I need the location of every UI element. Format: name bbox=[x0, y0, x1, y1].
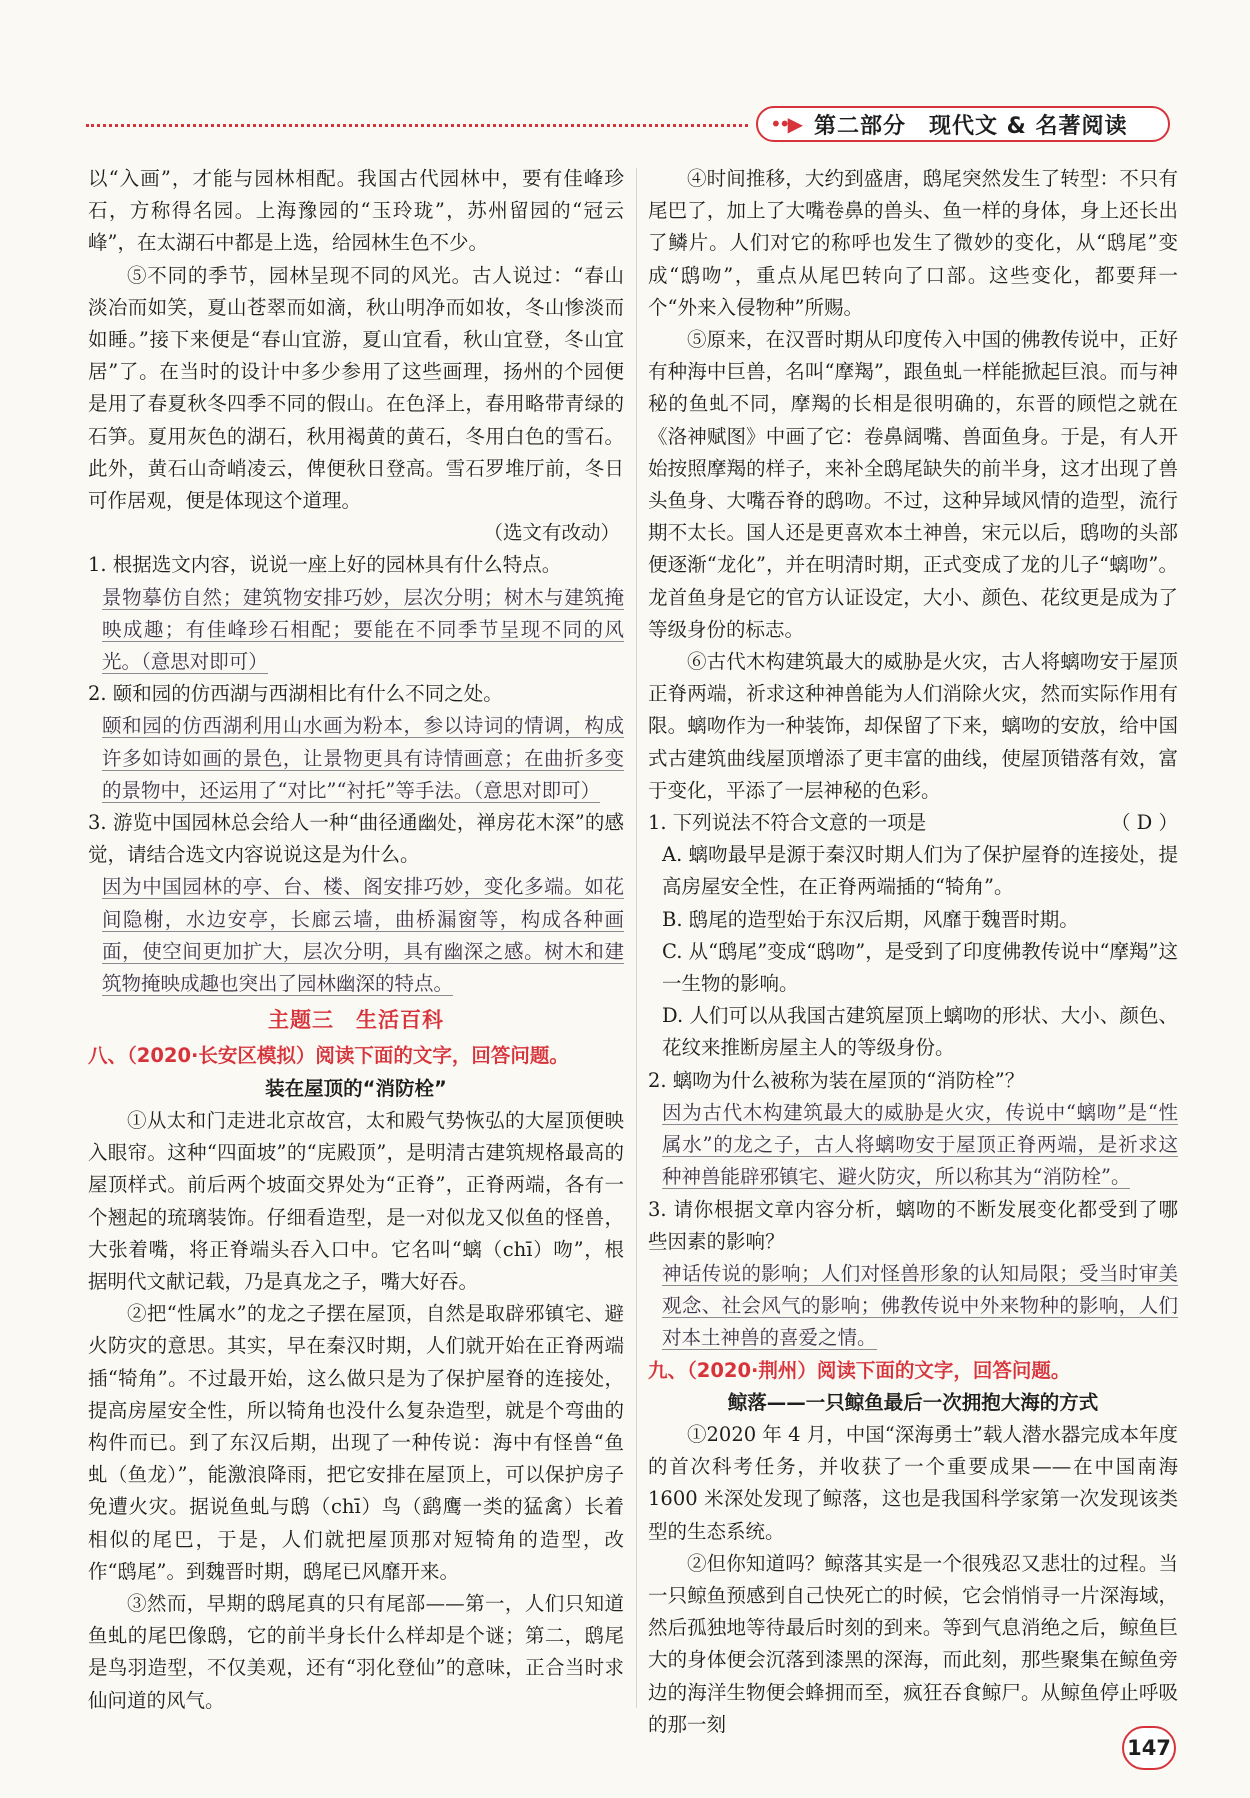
option-d: D. 人们可以从我国古建筑屋顶上螭吻的形状、大小、颜色、花纹来推断房屋主人的等级身份。 bbox=[662, 1004, 1178, 1060]
option-a: A. 螭吻最早是源于秦汉时期人们为了保护屋脊的连接处，提高房屋安全性，在正脊两端插的“犄角”。 bbox=[662, 843, 1178, 899]
section-heading: 八、（2020·长安区模拟）阅读下面的文字，回答问题。 bbox=[88, 1044, 569, 1068]
paragraph: ④时间推移，大约到盛唐，鸱尾突然发生了转型：不只有尾巴了，加上了大嘴卷鼻的兽头、鱼一样的身体，身上还长出了鳞片。人们对它的称呼也发生了微妙的变化，从“鸱尾”变成“鸱吻”，重点从尾巴转向了口部。这些变化，都要拜一个“外来入侵物种”所赐。 bbox=[648, 167, 1178, 319]
answer-choice: （ D ） bbox=[1110, 811, 1178, 835]
paragraph: ②但你知道吗？鲸落其实是一个很残忍又悲壮的过程。当一只鲸鱼预感到自己快死亡的时候，它会悄悄寻一片深海域，然后孤独地等待最后时刻的到来。等到气息消绝之后，鲸鱼巨大的身体便会沉落到漆黑的深海，而此刻，那些聚集在鲸鱼旁边的海洋生物便会蜂拥而至，疯狂吞食鲸尸。从鲸鱼停止呼吸的那一刻 bbox=[648, 1551, 1178, 1736]
option-b: B. 鸱尾的造型始于东汉后期，风靡于魏晋时期。 bbox=[662, 907, 1079, 931]
answer bbox=[88, 582, 624, 679]
answer-text: 景物摹仿自然；建筑物安排巧妙，层次分明；树木与建筑掩映成趣；有佳峰珍石相配；要能在不同季节呈现不同的风光。（意思对即可） bbox=[102, 585, 624, 674]
header-title: 第二部分 现代文 & 名著阅读 bbox=[813, 113, 1128, 139]
paragraph: ②把“性属水”的龙之子摆在屋顶，自然是取辟邪镇宅、避火防灾的意思。其实，早在秦汉时期，人们就开始在正脊两端插“犄角”。不过最开始，这么做只是为了保护屋脊的连接处，提高房屋安全性，所以犄角也没什么复杂造型，就是个弯曲的构件而已。到了东汉后期，出现了一种传说：海中有怪兽“鱼虬（鱼龙）”，能激浪降雨，把它安排在屋顶上，可以保护房子免遭火灾。据说鱼虬与鸱（chī）鸟（鹞鹰一类的猛禽）长着相似的尾巴，于是，人们就把屋顶那对短犄角的造型，改作“鸱尾”。到魏晋时期，鸱尾已风靡开来。 bbox=[88, 1302, 624, 1583]
answer bbox=[88, 871, 624, 1000]
question: 2. 螭吻为什么被称为装在屋顶的“消防栓”？ bbox=[648, 1068, 1025, 1092]
question: 3. 请你根据文章内容分析，螭吻的不断发展变化都受到了哪些因素的影响？ bbox=[648, 1197, 1178, 1253]
paragraph: ①从太和门走进北京故宫，太和殿气势恢弘的大屋顶便映入眼帘。这种“四面坡”的“庑殿顶”，是明清古建筑规格最高的屋顶样式。前后两个坡面交界处为“正脊”，正脊两端，各有一个翘起的琉璃装饰。仔细看造型，是一对似龙又似鱼的怪兽，大张着嘴，将正脊端头吞入口中。它名叫“螭（chī）吻”，根据明代文献记载，乃是真龙之子，嘴大好吞。 bbox=[88, 1108, 624, 1293]
question bbox=[648, 807, 1178, 839]
question-text: 1. 下列说法不符合文意的一项是 bbox=[648, 811, 927, 835]
section-heading: 九、（2020·荆州）阅读下面的文字，回答问题。 bbox=[648, 1358, 1071, 1382]
option-c: C. 从“鸱尾”变成“鸱吻”，是受到了印度佛教传说中“摩羯”这一生物的影响。 bbox=[662, 939, 1178, 996]
arrow-icon: ••▶ bbox=[770, 112, 800, 136]
question: 3. 游览中国园林总会给人一种“曲径通幽处，禅房花木深”的感觉，请结合选文内容说说这是为什么。 bbox=[88, 811, 624, 867]
paragraph: ⑤不同的季节，园林呈现不同的风光。古人说过：“春山淡冶而如笑，夏山苍翠而如滴，秋山明净而如妆，冬山惨淡而如睡。”接下来便是“春山宜游，夏山宜看，秋山宜登，冬山宜居”了。在当时的设计中多少参用了这些画理，扬州的个园便是用了春夏秋冬四季不同的假山。在色泽上，春用略带青绿的石笋。夏用灰色的湖石，秋用褐黄的黄石，冬用白色的雪石。此外，黄石山奇峭凌云，俾便秋日登高。雪石罗堆厅前，冬日可作居观，便是体现这个道理。 bbox=[88, 263, 624, 513]
paragraph: ③然而，早期的鸱尾真的只有尾部——第一，人们只知道鱼虬的尾巴像鸱，它的前半身长什么样却是个谜；第二，鸱尾是鸟羽造型，不仅美观，还有“羽化登仙”的意味，正合当时求仙问道的风气。 bbox=[88, 1591, 624, 1712]
right-column bbox=[648, 163, 1178, 1741]
source-note: （选文有改动） bbox=[483, 521, 620, 545]
answer bbox=[648, 1258, 1178, 1355]
question: 2. 颐和园的仿西湖与西湖相比有什么不同之处。 bbox=[88, 682, 503, 706]
column-divider bbox=[636, 168, 637, 1708]
paragraph: ⑥古代木构建筑最大的威胁是火灾，古人将螭吻安于屋顶正脊两端，祈求这种神兽能为人们消除火灾，然而实际作用有限。螭吻作为一种装饰，却保留了下来，螭吻的安放，给中国式古建筑曲线屋顶增添了更丰富的曲线，使屋顶错落有效，富于变化，平添了一层神秘的色彩。 bbox=[648, 650, 1178, 802]
paragraph: ⑤原来，在汉晋时期从印度传入中国的佛教传说中，正好有种海中巨兽，名叫“摩羯”，跟鱼虬一样能掀起巨浪。而与神秘的鱼虬不同，摩羯的长相是很明确的，东晋的顾恺之就在《洛神赋图》中画了它：卷鼻阔嘴、兽面鱼身。于是，有人开始按照摩羯的样子，来补全鸱尾缺失的前半身，这才出现了兽头鱼身、大嘴吞脊的鸱吻。不过，这种异域风情的造型，流行期不太长。国人还是更喜欢本土神兽，宋元以后，鸱吻的头部便逐渐“龙化”，并在明清时期，正式变成了龙的儿子“螭吻”。龙首鱼身是它的官方认证设定，大小、颜色、花纹更是成为了等级身份的标志。 bbox=[648, 328, 1178, 641]
paragraph: 以“入画”，才能与园林相配。我国古代园林中，要有佳峰珍石，方称得名园。上海豫园的“玉玲珑”，苏州留园的“冠云峰”，在太湖石中都是上选，给园林生色不少。 bbox=[88, 167, 624, 255]
answer-text: 颐和园的仿西湖利用山水画为粉本，参以诗词的情调，构成许多如诗如画的景色，让景物更具有诗情画意；在曲折多变的景物中，还运用了“对比”“衬托”等手法。（意思对即可） bbox=[102, 714, 624, 802]
answer bbox=[88, 710, 624, 807]
article-title: 鲸落——一只鲸鱼最后一次拥抱大海的方式 bbox=[727, 1390, 1099, 1414]
question: 1. 根据选文内容，说说一座上好的园林具有什么特点。 bbox=[88, 553, 562, 577]
page-number: 147 bbox=[1122, 1726, 1176, 1770]
article-title: 装在屋顶的“消防栓” bbox=[265, 1076, 447, 1100]
answer-text: 神话传说的影响；人们对怪兽形象的认知局限；受当时审美观念、社会风气的影响；佛教传说中外来物种的影响，人们对本土神兽的喜爱之情。 bbox=[662, 1261, 1178, 1350]
answer-text: 因为中国园林的亭、台、楼、阁安排巧妙，变化多端。如花间隐榭，水边安亭，长廊云墙，曲桥漏窗等，构成各种画面，使空间更加扩大，层次分明，具有幽深之感。树木和建筑物掩映成趣也突出了园林幽深的特点。 bbox=[102, 875, 624, 996]
left-column bbox=[88, 163, 624, 1717]
header-dotted-line bbox=[86, 124, 748, 127]
theme-title: 主题三 生活百科 bbox=[268, 1008, 444, 1033]
answer bbox=[648, 1097, 1178, 1194]
section-header bbox=[756, 106, 1170, 142]
answer-text: 因为古代木构建筑最大的威胁是火灾，传说中“螭吻”是“性属水”的龙之子，古人将螭吻安于屋顶正脊两端，是祈求这种神兽能辟邪镇宅、避火防灾，所以称其为“消防栓”。 bbox=[662, 1100, 1178, 1189]
paragraph: ①2020 年 4 月，中国“深海勇士”载人潜水器完成本年度的首次科考任务，并收获了一个重要成果——在中国南海 1600 米深处发现了鲸落，这也是我国科学家第一次发现该类型的生态系统。 bbox=[648, 1422, 1178, 1543]
